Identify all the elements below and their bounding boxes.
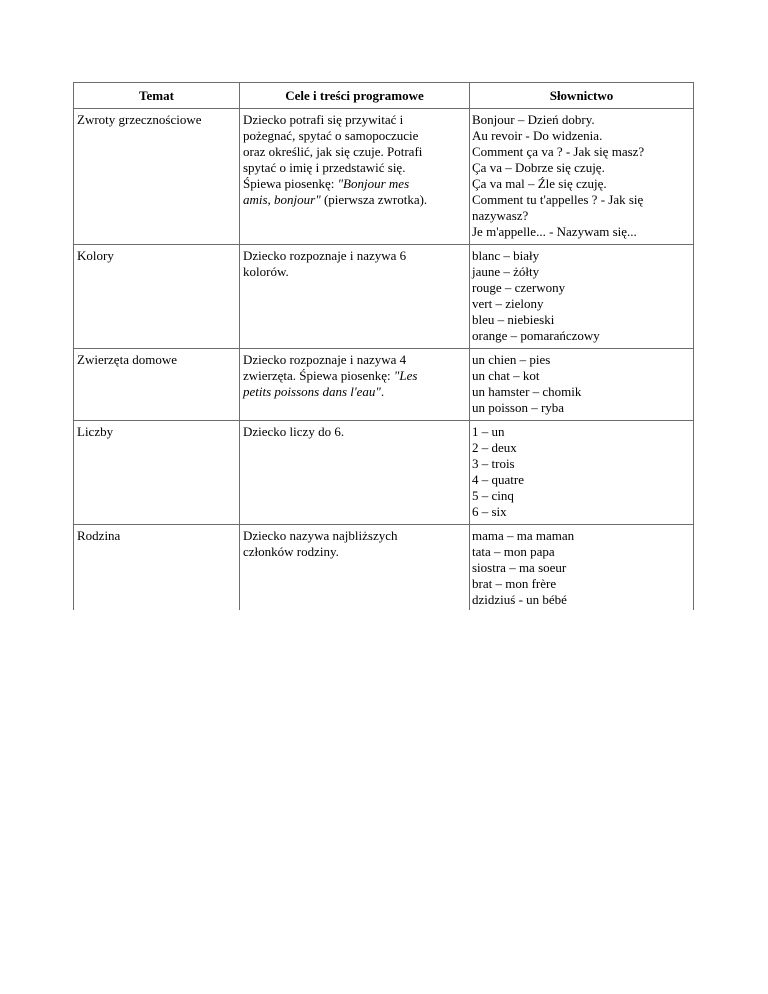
vocab-line: 2 – deux xyxy=(472,440,517,455)
goals-line xyxy=(243,176,466,192)
vocab-line: jaune – żółty xyxy=(472,264,540,279)
song-title: "Bonjour mes xyxy=(337,176,410,191)
vocab-line: mama – ma maman xyxy=(472,528,575,543)
goals-line: Dziecko rozpoznaje i nazywa 6 xyxy=(243,248,407,263)
vocab-line: rouge – czerwony xyxy=(472,280,566,295)
goals-line: spytać o imię i przedstawić się. xyxy=(243,160,406,175)
song-prefix: Śpiewa piosenkę: xyxy=(243,176,338,191)
vocab-line: 6 – six xyxy=(472,504,507,519)
table-header-row xyxy=(74,83,694,109)
topic-cell: Zwierzęta domowe xyxy=(74,349,240,421)
vocab-line: Comment ça va ? - Jak się masz? xyxy=(472,144,645,159)
vocab-cell xyxy=(470,349,694,421)
vocab-line: Bonjour – Dzień dobry. xyxy=(472,112,595,127)
goals-line: Dziecko nazywa najbliższych xyxy=(243,528,398,543)
goals-line: oraz określić, jak się czuje. Potrafi xyxy=(243,144,423,159)
table-row xyxy=(74,109,694,245)
vocab-line: 3 – trois xyxy=(472,456,515,471)
song-suffix: (pierwsza zwrotka). xyxy=(320,192,428,207)
goals-line: Dziecko liczy do 6. xyxy=(243,424,345,439)
vocab-line: bleu – niebieski xyxy=(472,312,555,327)
goals-cell xyxy=(240,421,470,525)
vocab-line: 4 – quatre xyxy=(472,472,524,487)
song-title: petits poissons dans l'eau" xyxy=(243,384,381,399)
vocab-line: blanc – biały xyxy=(472,248,540,263)
vocab-line: 5 – cinq xyxy=(472,488,514,503)
goals-line: pożegnać, spytać o samopoczucie xyxy=(243,128,419,143)
header-topic: Temat xyxy=(74,83,240,109)
header-vocabulary: Słownictwo xyxy=(470,83,694,109)
vocab-line: un chien – pies xyxy=(472,352,551,367)
goals-line xyxy=(243,192,466,208)
curriculum-table xyxy=(73,82,694,610)
topic-cell: Kolory xyxy=(74,245,240,349)
goals-line: Dziecko potrafi się przywitać i xyxy=(243,112,404,127)
vocab-line: Au revoir - Do widzenia. xyxy=(472,128,603,143)
vocab-line: un poisson – ryba xyxy=(472,400,565,415)
topic-cell: Liczby xyxy=(74,421,240,525)
vocab-line: tata – mon papa xyxy=(472,544,555,559)
vocab-cell xyxy=(470,245,694,349)
goals-line: kolorów. xyxy=(243,264,289,279)
table-row xyxy=(74,421,694,525)
topic-cell: Zwroty grzecznościowe xyxy=(74,109,240,245)
goals-cell xyxy=(240,349,470,421)
vocab-line: dzidziuś - un bébé xyxy=(472,592,567,607)
vocab-line: Comment tu t'appelles ? - Jak się xyxy=(472,192,644,207)
topic-cell: Rodzina xyxy=(74,525,240,611)
vocab-line: Ça va – Dobrze się czuję. xyxy=(472,160,605,175)
vocab-line: siostra – ma soeur xyxy=(472,560,567,575)
vocab-cell xyxy=(470,525,694,611)
vocab-line: un hamster – chomik xyxy=(472,384,582,399)
vocab-cell xyxy=(470,109,694,245)
goals-line: Dziecko rozpoznaje i nazywa 4 xyxy=(243,352,407,367)
goals-cell xyxy=(240,109,470,245)
vocab-line: nazywasz? xyxy=(472,208,529,223)
goals-line xyxy=(243,368,466,384)
table-row xyxy=(74,245,694,349)
vocab-line: vert – zielony xyxy=(472,296,544,311)
vocab-line: orange – pomarańczowy xyxy=(472,328,600,343)
song-title: amis, bonjour" xyxy=(243,192,321,207)
song-suffix: . xyxy=(380,384,385,399)
vocab-line: Ça va mal – Źle się czuję. xyxy=(472,176,607,191)
table-row xyxy=(74,525,694,611)
goals-cell xyxy=(240,245,470,349)
vocab-cell xyxy=(470,421,694,525)
header-goals: Cele i treści programowe xyxy=(240,83,470,109)
song-prefix: zwierzęta. Śpiewa piosenkę: xyxy=(243,368,394,383)
vocab-line: Je m'appelle... - Nazywam się... xyxy=(472,224,637,239)
vocab-line: un chat – kot xyxy=(472,368,540,383)
vocab-line: brat – mon frère xyxy=(472,576,557,591)
goals-line xyxy=(243,384,466,400)
vocab-line: 1 – un xyxy=(472,424,505,439)
goals-line: członków rodziny. xyxy=(243,544,339,559)
song-title: "Les xyxy=(393,368,418,383)
table-row xyxy=(74,349,694,421)
goals-cell xyxy=(240,525,470,611)
